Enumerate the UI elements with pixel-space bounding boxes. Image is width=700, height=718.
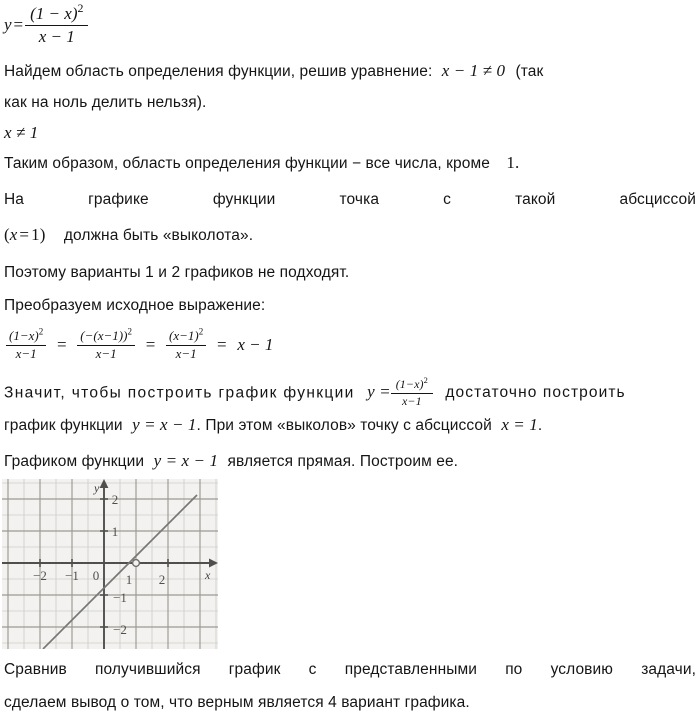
chain-result: x − 1 xyxy=(237,334,274,354)
chain-f1-den: x−1 xyxy=(15,345,37,361)
p7-inline-fraction xyxy=(391,375,433,409)
graph-background xyxy=(2,479,218,649)
p7-frac-num: $(1-x)^2$ xyxy=(391,378,433,394)
chain-equals-3: = xyxy=(216,334,227,354)
y-tick-label-neg2: −2 xyxy=(113,622,127,637)
top-formula xyxy=(4,1,88,47)
p7-text-a: Значит, чтобы построить график функции xyxy=(4,384,355,402)
paragraph-reject-variants: Поэтому варианты 1 и 2 графиков не подходят. xyxy=(4,264,350,281)
graph-svg xyxy=(2,479,218,649)
p9-text-a: Графиком функции xyxy=(4,453,145,470)
paragraph-punctured-line2 xyxy=(4,226,253,244)
p7-frac-den: x−1 xyxy=(401,393,422,408)
chain-equals-1: = xyxy=(56,334,67,354)
p4-math: (x = 1) xyxy=(4,225,46,244)
chain-f1-num: $(1-x)^2$ xyxy=(6,329,46,346)
paragraph-domain-line2: как на ноль делить нельзя). xyxy=(4,94,207,111)
formula-equals: = xyxy=(13,14,24,34)
p8-math-1: y = x − 1 xyxy=(132,415,197,434)
formula-numerator xyxy=(25,3,88,26)
chain-f2-den: x−1 xyxy=(95,345,117,361)
p8-math-2: x = 1 xyxy=(501,415,538,434)
paragraph-punctured-line1: На графике функции точка с такой абсциссой xyxy=(4,191,696,208)
x-tick-label-neg1: −1 xyxy=(65,568,79,583)
p1-math: x − 1 ≠ 0 xyxy=(441,61,506,80)
paragraph-conclusion-line2: сделаем вывод о том, что верным является 4 вариант графика. xyxy=(4,694,470,711)
x-tick-label-1: 1 xyxy=(125,572,133,587)
p3-math: 1. xyxy=(506,153,520,172)
p8-text-b: . При этом «выколов» точку с абсциссой xyxy=(196,417,492,434)
p9-math: y = x − 1 xyxy=(153,451,219,470)
x-axis-label: x xyxy=(205,568,211,582)
paragraph-x-not-1 xyxy=(4,124,38,142)
y-tick-label-1: 1 xyxy=(111,524,119,539)
paragraph-enough-to-plot xyxy=(4,375,696,409)
p7-text-b: достаточно построить xyxy=(445,384,626,402)
equation-chain xyxy=(6,326,274,363)
paragraph-conclusion-line1: Сравнив получившийся график с представленными по условию задачи, xyxy=(4,661,696,678)
paragraph-straight-line xyxy=(4,452,458,470)
chain-equals-2: = xyxy=(145,334,156,354)
formula-fraction xyxy=(25,3,88,46)
chain-fraction-3 xyxy=(166,326,206,362)
chain-f3-num: $(x-1)^2$ xyxy=(166,329,206,346)
p1-text-b: (так xyxy=(515,63,544,80)
p3-text: Таким образом, область определения функции − все числа, кроме xyxy=(4,155,490,172)
paragraph-domain-conclusion xyxy=(4,154,519,172)
formula-numerator-exponent: 2 xyxy=(77,1,84,15)
p7-y: y = xyxy=(367,382,391,402)
p1-text-a: Найдем область определения функции, решив уравнение: xyxy=(4,63,433,80)
coordinate-graph-figure xyxy=(2,479,218,649)
formula-numerator-text: (1 − x) xyxy=(30,4,78,23)
paragraph-domain-line1 xyxy=(4,62,696,80)
y-tick-label-2: 2 xyxy=(111,492,119,507)
x-not-equal-one-math: x ≠ 1 xyxy=(4,123,39,142)
y-tick-label-neg1: −1 xyxy=(113,590,127,605)
chain-fraction-1 xyxy=(6,326,46,362)
p4-text: должна быть «выколота». xyxy=(63,227,254,244)
chain-fraction-2 xyxy=(77,326,135,362)
x-tick-label-neg2: −2 xyxy=(33,568,47,583)
y-axis-label: y xyxy=(94,481,100,495)
chain-f3-den: x−1 xyxy=(175,345,197,361)
p8-text-a: график функции xyxy=(4,417,123,434)
p9-text-b: является прямая. Построим ее. xyxy=(227,453,459,470)
punctured-point-marker xyxy=(133,560,140,567)
paragraph-plot-line xyxy=(4,416,542,434)
formula-denominator: x − 1 xyxy=(38,26,75,46)
formula-lhs: y xyxy=(4,14,12,34)
paragraph-transform-intro: Преобразуем исходное выражение: xyxy=(4,297,266,314)
origin-label: 0 xyxy=(92,568,100,583)
x-tick-label-2: 2 xyxy=(158,572,166,587)
p8-text-c: . xyxy=(537,417,543,434)
chain-f2-num: $(-(x-1))^2$ xyxy=(77,329,135,346)
